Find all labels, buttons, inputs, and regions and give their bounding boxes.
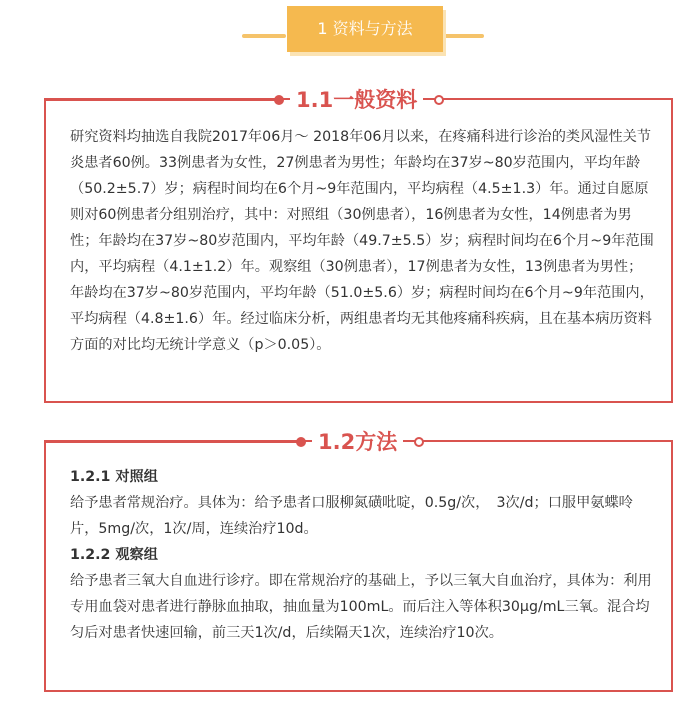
observation-group-heading: 1.2.2 观察组 (70, 547, 158, 563)
section-header (46, 428, 671, 456)
section-banner (0, 0, 689, 60)
hollow-dot-icon (434, 95, 444, 105)
section-header (46, 86, 671, 114)
control-group-heading: 1.2.1 对照组 (70, 469, 158, 485)
header-line (44, 99, 276, 101)
filled-dot-icon (274, 95, 284, 105)
section-title: 1.1一般资料 (290, 86, 423, 114)
methods-text (70, 464, 656, 646)
section-title: 1.2方法 (312, 428, 403, 456)
methods-section (44, 430, 673, 692)
banner-left-line (242, 34, 286, 38)
header-line (44, 441, 299, 443)
general-info-paragraph: 研究资料均抽选自我院2017年06月～ 2018年06月以来，在疼痛科进行诊治的类风湿性关节炎患者60例。33例患者为女性，27例患者为男性；年龄均在37岁~80岁范围内，平均年龄（50.2±5.7）岁；病程时间均在6个月~9年范围内，平均病程（4.5±1.3）年。通过自愿原则对60例患者分组别治疗，其中：对照组（30例患者），16例患者为女性，14例患者为男性；年龄均在37岁~80岁范围内，平均年龄（49.7±5.5）岁；病程时间均在6个月~9年范围内，平均病程（4.1±1.2）年。观察组（30例患者），17例患者为女性，13例患者为男性；年龄均在37岁~80岁范围内，平均年龄（51.0±5.6）岁；病程时间均在6个月~9年范围内，平均病程（4.8±1.6）年。经过临床分析，两组患者均无其他疼痛科疾病，且在基本病历资料方面的对比均无统计学意义（p＞0.05）。 (70, 129, 654, 353)
hollow-dot-icon (414, 437, 424, 447)
general-info-section (44, 88, 673, 403)
banner-title: 1 资料与方法 (287, 6, 443, 52)
control-group-text: 给予患者常规治疗。具体为：给予患者口服柳氮磺吡啶，0.5g/次， 3次/d；口服甲氨蝶呤片，5mg/次，1次/周，连续治疗10d。 (70, 495, 633, 537)
general-info-text (70, 124, 656, 358)
observation-group-text: 给予患者三氧大自血进行诊疗。即在常规治疗的基础上，予以三氧大自血治疗，具体为：利用专用血袋对患者进行静脉血抽取，抽血量为100mL。而后注入等体积30μg/mL三氧。混合均匀后对患者快速回输，前三天1次/d，后续隔天1次，连续治疗10次。 (70, 573, 652, 641)
filled-dot-icon (296, 437, 306, 447)
banner-right-line (442, 34, 484, 38)
